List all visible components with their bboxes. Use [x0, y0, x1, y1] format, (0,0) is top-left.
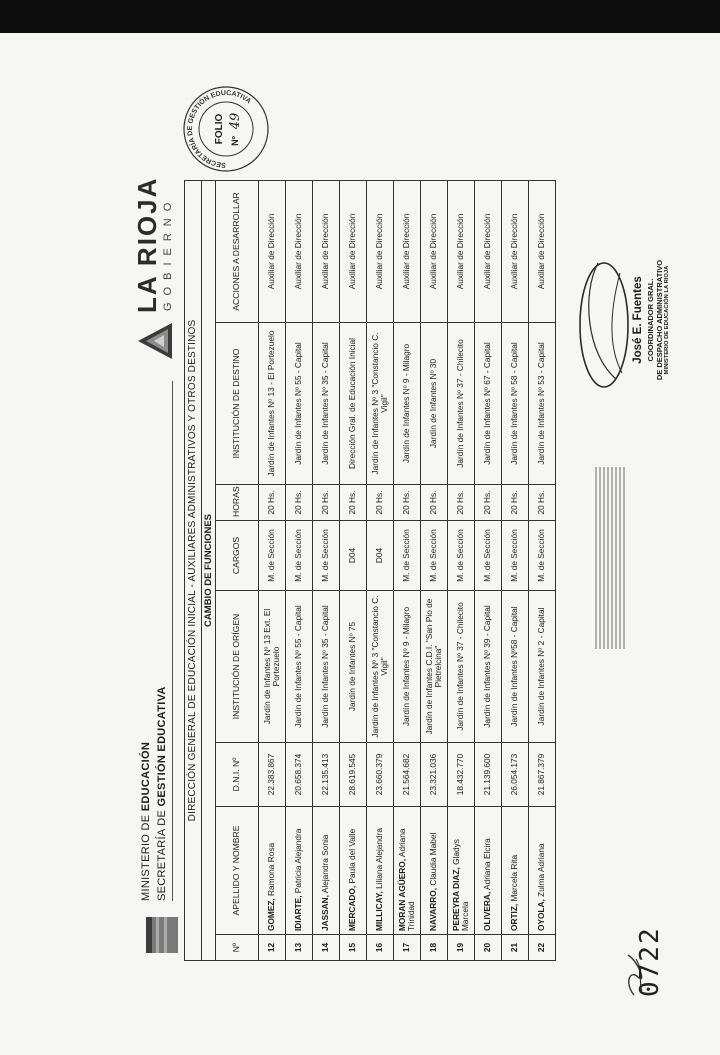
- signatory-role: COORDINADOR GRAL.: [646, 278, 655, 362]
- column-header-number: Nº: [216, 935, 259, 961]
- row-action: Auxiliar de Dirección: [502, 180, 529, 322]
- row-name: MERCADO, Paula del Valle: [340, 807, 367, 935]
- row-action: Auxiliar de Dirección: [340, 180, 367, 322]
- stamp-ring-text: SECRETARÍA DE GESTIÓN EDUCATIVA: [186, 89, 253, 169]
- row-name: PEREYRA DIAZ, Gladys Marcela: [448, 807, 475, 935]
- stamped-number: 0722: [635, 926, 665, 997]
- row-destination: Jardín de Infantes Nº 35 - Capital: [313, 323, 340, 485]
- row-dni: 22.383.867: [259, 743, 286, 807]
- row-dni: 21.564.682: [394, 743, 421, 807]
- row-hours: 20 Hs.: [313, 485, 340, 521]
- column-header-hours: HORAS: [216, 485, 259, 521]
- top-bar: [0, 0, 720, 33]
- ministry-logo-icon: [142, 915, 182, 955]
- row-destination: Jardín de Infantes Nº 58 - Capital: [502, 323, 529, 485]
- row-hours: 20 Hs.: [529, 485, 556, 521]
- column-header-dni: D.N.I. Nº: [216, 743, 259, 807]
- row-number: 12: [259, 935, 286, 961]
- row-hours: 20 Hs.: [448, 485, 475, 521]
- row-dni: 23.321.036: [421, 743, 448, 807]
- row-action: Auxiliar de Dirección: [286, 180, 313, 322]
- table-row: [421, 180, 448, 960]
- row-position: M. de Sección: [313, 521, 340, 591]
- row-origin: Jardín de Infantes Nº 39 - Capital: [475, 591, 502, 743]
- row-number: 17: [394, 935, 421, 961]
- row-name: OYOLA, Zulma Adriana: [529, 807, 556, 935]
- column-header-destination: INSTITUCIÓN DE DESTINO: [216, 323, 259, 485]
- row-name: OLIVERA, Adriana Elcira: [475, 807, 502, 935]
- row-destination: Jardín de Infantes Nº 30: [421, 323, 448, 485]
- document-sheet: [120, 83, 680, 1003]
- row-origin: Jardín de Infantes Nº 9 - Milagro: [394, 591, 421, 743]
- table-row: [529, 180, 556, 960]
- column-header-name: APELLIDO Y NOMBRE: [216, 807, 259, 935]
- row-name: IDIARTE, Patricia Alejandra: [286, 807, 313, 935]
- row-number: 19: [448, 935, 475, 961]
- column-header-origin: INSTITUCIÓN DE ORÍGEN: [216, 591, 259, 743]
- row-origin: Jardín de Infantes C.D.I. "San Pio de Pietrelcina": [421, 591, 448, 743]
- row-dni: 22.135.413: [313, 743, 340, 807]
- row-hours: 20 Hs.: [367, 485, 394, 521]
- row-position: M. de Sección: [421, 521, 448, 591]
- la-rioja-logo-icon: [134, 319, 176, 363]
- row-name: GOMEZ, Ramona Rosa: [259, 807, 286, 935]
- row-destination: Jardín de Infantes Nº 37 - Chilecito: [448, 323, 475, 485]
- signature-scribble-icon: [590, 463, 632, 653]
- row-position: M. de Sección: [394, 521, 421, 591]
- table-row: [367, 180, 394, 960]
- row-hours: 20 Hs.: [475, 485, 502, 521]
- table-row: [340, 180, 367, 960]
- row-destination: Jardín de Infantes Nº 3 "Constancio C. Vigil": [367, 323, 394, 485]
- staff-table: [184, 180, 556, 961]
- column-header-position: CARGOS: [216, 521, 259, 591]
- secretariat-name: SECRETARÍA DE GESTIÓN EDUCATIVA: [156, 686, 168, 901]
- row-origin: Jardín de Infantes Nº 2 - Capital: [529, 591, 556, 743]
- row-dni: 18.432.770: [448, 743, 475, 807]
- row-action: Auxiliar de Dirección: [367, 180, 394, 322]
- row-dni: 20.658.374: [286, 743, 313, 807]
- row-number: 18: [421, 935, 448, 961]
- row-origin: Jardín de Infantes Nº 13 Ext. El Portezuelo: [259, 591, 286, 743]
- row-dni: 23.660.379: [367, 743, 394, 807]
- row-hours: 20 Hs.: [340, 485, 367, 521]
- row-dni: 21.139.600: [475, 743, 502, 807]
- table-row: [286, 180, 313, 960]
- la-rioja-wordmark: LA RIOJA: [132, 176, 162, 313]
- row-origin: Jardín de Infantes Nº58 - Capital: [502, 591, 529, 743]
- row-action: Auxiliar de Dirección: [313, 180, 340, 322]
- row-number: 20: [475, 935, 502, 961]
- row-hours: 20 Hs.: [286, 485, 313, 521]
- row-number: 14: [313, 935, 340, 961]
- row-dni: 28.619.545: [340, 743, 367, 807]
- row-hours: 20 Hs.: [421, 485, 448, 521]
- folio-number-label: Nº: [230, 136, 240, 146]
- row-number: 22: [529, 935, 556, 961]
- row-action: Auxiliar de Dirección: [529, 180, 556, 322]
- table-row: [475, 180, 502, 960]
- row-name: NAVARRO, Claudia Mabel: [421, 807, 448, 935]
- ministry-name: MINISTERIO DE EDUCACIÓN: [140, 741, 152, 901]
- row-hours: 20 Hs.: [259, 485, 286, 521]
- table-row: [394, 180, 421, 960]
- signatory-ministry: MINISTERIO DE EDUCACIÓN LA RIOJA: [664, 265, 670, 375]
- row-name: MORAN AGÜERO, Adriana Trinidad: [394, 807, 421, 935]
- scanned-page: [0, 33, 720, 1055]
- row-action: Auxiliar de Dirección: [421, 180, 448, 322]
- signatory-name: José E. Fuentes: [632, 276, 644, 364]
- row-action: Auxiliar de Dirección: [475, 180, 502, 322]
- row-action: Auxiliar de Dirección: [448, 180, 475, 322]
- row-name: ORTIZ, Marcela Rita: [502, 807, 529, 935]
- row-destination: Jardín de Infantes Nº 67 - Capital: [475, 323, 502, 485]
- row-origin: Jardín de Infantes Nº 37 - Chilecito: [448, 591, 475, 743]
- table-row: [502, 180, 529, 960]
- row-hours: 20 Hs.: [502, 485, 529, 521]
- row-position: D04: [340, 521, 367, 591]
- row-name: JASSAN, Alejandra Sonia: [313, 807, 340, 935]
- row-hours: 20 Hs.: [394, 485, 421, 521]
- column-header-actions: ACCIONES A DESARROLLAR: [216, 180, 259, 322]
- row-action: Auxiliar de Dirección: [259, 180, 286, 322]
- table-row: [313, 180, 340, 960]
- row-number: 21: [502, 935, 529, 961]
- row-position: M. de Sección: [529, 521, 556, 591]
- row-destination: Jardín de Infantes Nº 9 - Milagro: [394, 323, 421, 485]
- table-row: [448, 180, 475, 960]
- row-position: M. de Sección: [286, 521, 313, 591]
- row-position: D04: [367, 521, 394, 591]
- row-dni: 21.867.379: [529, 743, 556, 807]
- row-action: Auxiliar de Dirección: [394, 180, 421, 322]
- row-dni: 26.054.173: [502, 743, 529, 807]
- row-position: M. de Sección: [259, 521, 286, 591]
- row-position: M. de Sección: [448, 521, 475, 591]
- row-number: 15: [340, 935, 367, 961]
- folio-label: FOLIO: [214, 113, 225, 145]
- table-title: DIRECCIÓN GENERAL DE EDUCACIÓN INICIAL - AUXILIARES ADMINISTRATIVOS Y OTROS DESTINOS: [185, 180, 202, 960]
- row-origin: Jardín de Infantes Nº 3 "Constancio C. Vigil": [367, 591, 394, 743]
- row-destination: Dirección Gral. de Educación Inicial: [340, 323, 367, 485]
- folio-stamp: [182, 85, 270, 173]
- row-number: 16: [367, 935, 394, 961]
- row-position: M. de Sección: [475, 521, 502, 591]
- row-origin: Jardín de Infantes Nº 55 - Capital: [286, 591, 313, 743]
- row-name: MILLICAY, Liliana Alejandra: [367, 807, 394, 935]
- row-origin: Jardín de Infantes Nº 75: [340, 591, 367, 743]
- gobierno-wordmark: GOBIERNO: [162, 195, 174, 311]
- row-origin: Jardín de Infantes Nº 35 - Capital: [313, 591, 340, 743]
- row-number: 13: [286, 935, 313, 961]
- row-destination: Jardín de Infantes Nº 13 - El Portezuelo: [259, 323, 286, 485]
- row-destination: Jardín de Infantes Nº 53 - Capital: [529, 323, 556, 485]
- table-subtitle: CAMBIO DE FUNCIONES: [201, 180, 216, 960]
- header-rule: [172, 381, 173, 901]
- folio-number: 49: [228, 112, 243, 130]
- row-destination: Jardín de Infantes Nº 55 - Capital: [286, 323, 313, 485]
- row-position: M. de Sección: [502, 521, 529, 591]
- signatory-department: DE DESPACHO ADMINISTRATIVO: [655, 259, 664, 381]
- table-row: [259, 180, 286, 960]
